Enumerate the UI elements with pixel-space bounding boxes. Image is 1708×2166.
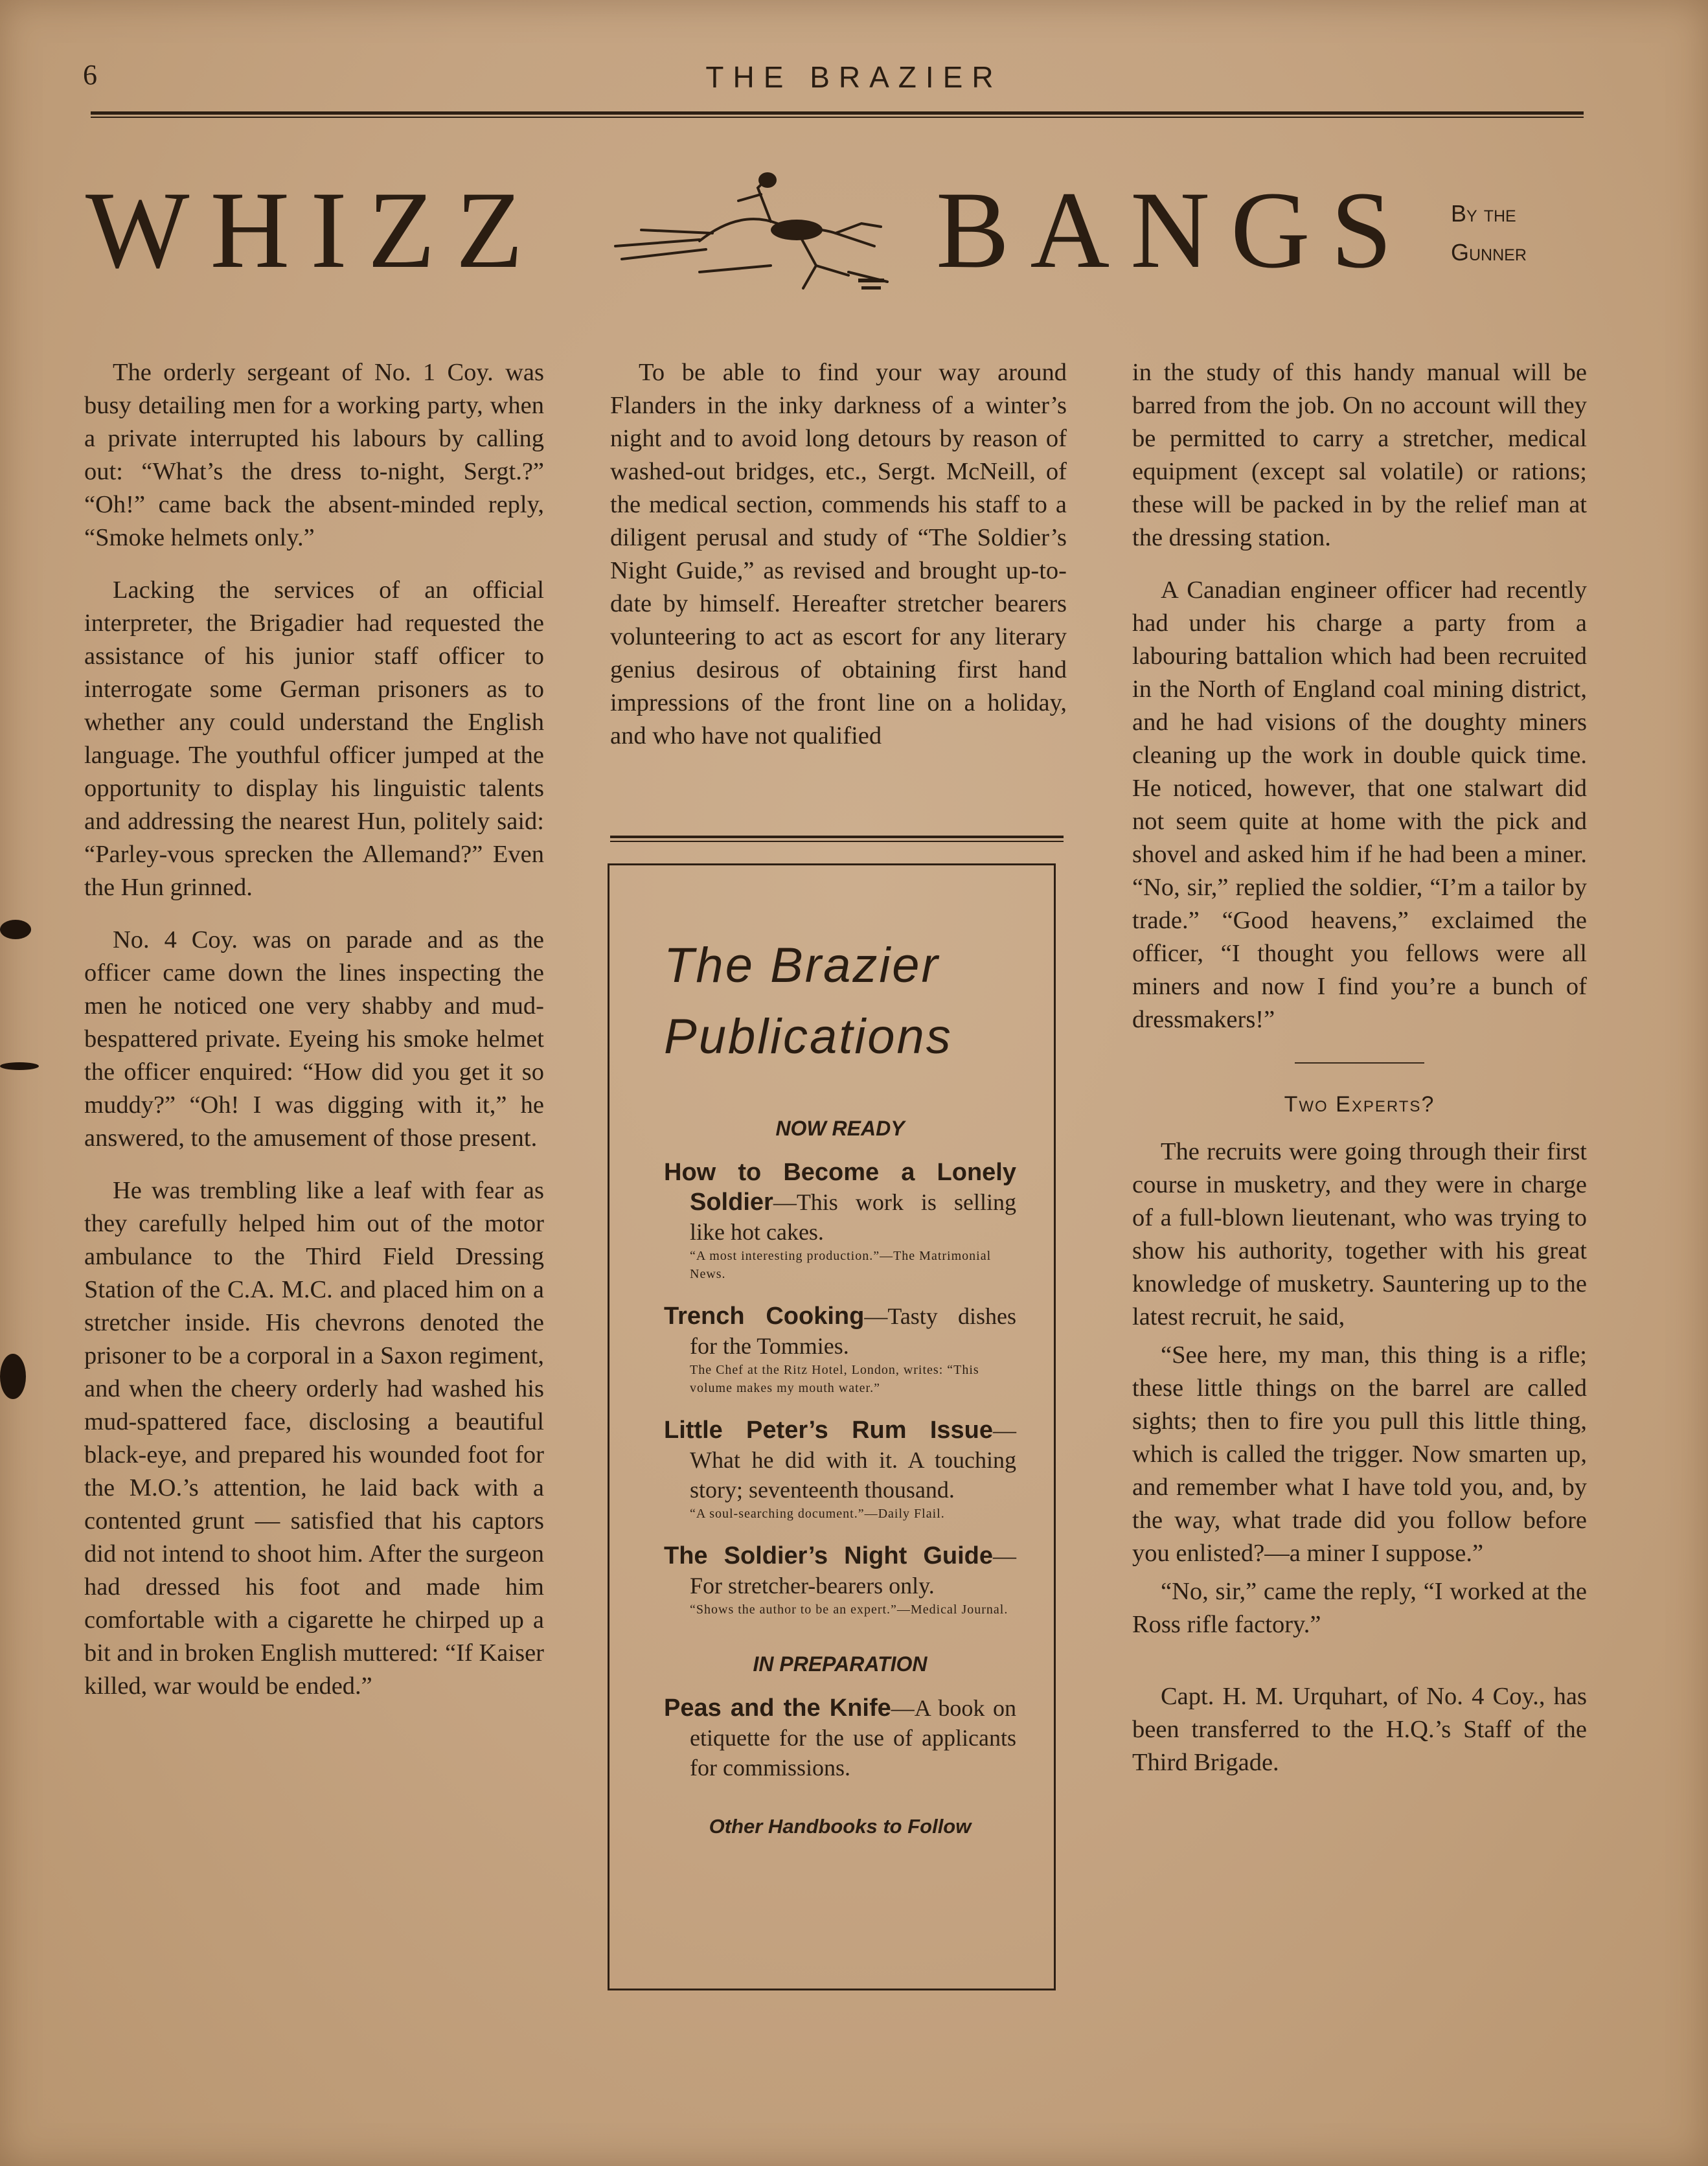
paragraph: To be able to find your way around Flanders in the inky darkness of a winter’s night and to avoid long detours by reason of washed-out bridges, etc., Sergt. McNeill, of the medical section, commends his staff to a diligent perusal and study of “The Soldier’s Night Guide,” as revised and brought up-to-date by himself. Hereafter stretcher bearers volunteering to act as escort for any literary genius desirous of obtaining first hand impressions of the front line on a holiday, and who have not qualified [610,359,1067,749]
advert-item-desc: —This work is selling like hot cakes. [690,1189,1016,1245]
advert-now-ready: NOW READY [775,1117,905,1140]
advert-item-title: Peas and the Knife [664,1694,891,1722]
advert-item [664,1157,1016,1283]
advert-item [664,1415,1016,1523]
masthead-right-word: BANGS [936,169,1413,291]
advert-item-quote: “A most interesting production.”—The Matrimonial News. [690,1249,992,1281]
flying-imp-icon [602,168,900,298]
advert-item-desc: — For stretcher-bearers only. [690,1543,1016,1599]
byline-line1: By the [1451,200,1516,227]
paragraph: Capt. H. M. Urquhart, of No. 4 Coy., has been transferred to the H.Q.’s Staff of the Third Brigade. [1132,1683,1587,1776]
page-header [0,0,1708,130]
header-rule [91,111,1584,118]
advert-item-quote: “Shows the author to be an expert.”—Medical Journal. [690,1602,1008,1617]
middle-column-rule [610,836,1064,842]
paragraph: “No, sir,” came the reply, “I worked at the Ross rifle factory.” [1132,1578,1587,1638]
advert-item-desc: — What he did with it. A touching story; seventeenth thousand. [690,1417,1016,1503]
advert-in-preparation: IN PREPARATION [753,1652,928,1676]
advert-item-desc: —Tasty dishes for the Tommies. [690,1303,1017,1359]
paragraph: in the study of this handy manual will be barred from the job. On no account will they be permitted to carry a stretcher, medical equipment (except sal volatile) or rations; these will be packed in by the relief man at the dressing station. [1132,359,1587,551]
column-left [84,356,544,1722]
paragraph: Lacking the services of an official interpreter, the Brigadier had requested the assistance of his junior staff officer to interrogate some German prisoners as to whether any could understand the English language. The youthful officer jumped at the opportunity to display his linguistic talents and addressing the nearest Hun, politely said: “Parley-vous sprecken the Allemand?” Even the Hun grinned. [84,576,544,901]
column-right [1132,356,1587,1799]
advert-item [664,1301,1016,1397]
advert-title-line2: Publications [664,1009,953,1064]
advert-item-title: How to Become a Lonely Soldier [664,1159,1016,1216]
advert-prep-item [664,1693,1016,1783]
section-divider [1295,1062,1424,1064]
paragraph: “See here, my man, this thing is a rifle; these little things on the barrel are called sights; then to fire you pull this little thing, which is called the trigger. Now smarten up, and remember what I have told you, and, by the way, what trade did you follow before you enlisted?—a miner I suppose.” [1132,1341,1587,1567]
column-middle [610,356,1067,772]
paper-title: THE BRAZIER [705,60,1003,94]
masthead [0,155,1708,311]
page-number: 6 [83,59,97,91]
advert-item-title: The Soldier’s Night Guide [664,1542,993,1569]
advert-item [664,1541,1016,1619]
advert-item-quote: “A soul-searching document.”—Daily Flail. [690,1507,945,1521]
paragraph: He was trembling like a leaf with fear as they carefully helped him out of the motor ambulance to the Third Field Dressing Station of the C.A. M.C. and placed him on a stretcher inside. His chevrons denoted the prisoner to be a corporal in a Saxon regiment, and when the cheery orderly had washed his mud-spattered face, disclosing a beautiful black-eye, and prepared his wounded foot for the M.O.’s attention, he laid back with a contented grunt — satisfied that his captors did not intend to shoot him. After the surgeon had dressed his foot and made him comfortable with a cigarette he chirped up a bit and in broken English muttered: “If Kaiser killed, war would be ended.” [84,1177,544,1700]
advert-box [608,863,1056,1990]
advert-item-desc: —A book on etiquette for the use of applicants for commissions. [690,1695,1016,1781]
advert-title [664,930,1016,1073]
ink-blot [0,1062,39,1070]
paragraph: The orderly sergeant of No. 1 Coy. was busy detailing men for a working party, when a private interrupted his labours by calling out: “What’s the dress to-night, Sergt.?” “Oh!” came back the absent-minded reply, “Smoke helmets only.” [84,359,544,551]
advert-item-quote: The Chef at the Ritz Hotel, London, writes: “This volume makes my mouth water.” [690,1363,979,1395]
masthead-left-word: WHIZZ [85,169,544,291]
section-heading: Two Experts? [1284,1092,1435,1117]
byline-line2: Gunner [1451,239,1527,266]
advert-footer: Other Handbooks to Follow [709,1815,972,1838]
paragraph: The recruits were going through their first course in musketry, and they were in charge of a full-blown lieutenant, who was trying to show his authority, together with his great knowledge of musketry. Sauntering up to the latest recruit, he said, [1132,1138,1587,1330]
ink-blot [0,1354,26,1399]
advert-item-title: Trench Cooking [664,1303,865,1330]
paragraph: A Canadian engineer officer had recently had under his charge a party from a labouring battalion which had been recruited in the North of England coal mining district, and he had visions of the doughty miners cleaning up the work in double quick time. He noticed, however, that one stalwart did not seem quite at home with the pick and shovel and asked him if he had been a miner. “No, sir,” replied the soldier, “I’m a tailor by trade.” “Good heavens,” exclaimed the officer, “I thought you fellows were all miners and now I find you’re a bunch of dressmakers!” [1132,576,1587,1033]
ink-blot [0,920,31,939]
advert-item-title: Little Peter’s Rum Issue [664,1417,993,1444]
paragraph: No. 4 Coy. was on parade and as the officer came down the lines inspecting the men he noticed one very shabby and mud-bespattered private. Eyeing his smoke helmet the officer enquired: “How did you get it so muddy?” “Oh! I was digging with it,” he answered, to the amusement of those present. [84,926,544,1152]
byline [1451,194,1527,272]
advert-title-line1: The Brazier [664,938,940,993]
